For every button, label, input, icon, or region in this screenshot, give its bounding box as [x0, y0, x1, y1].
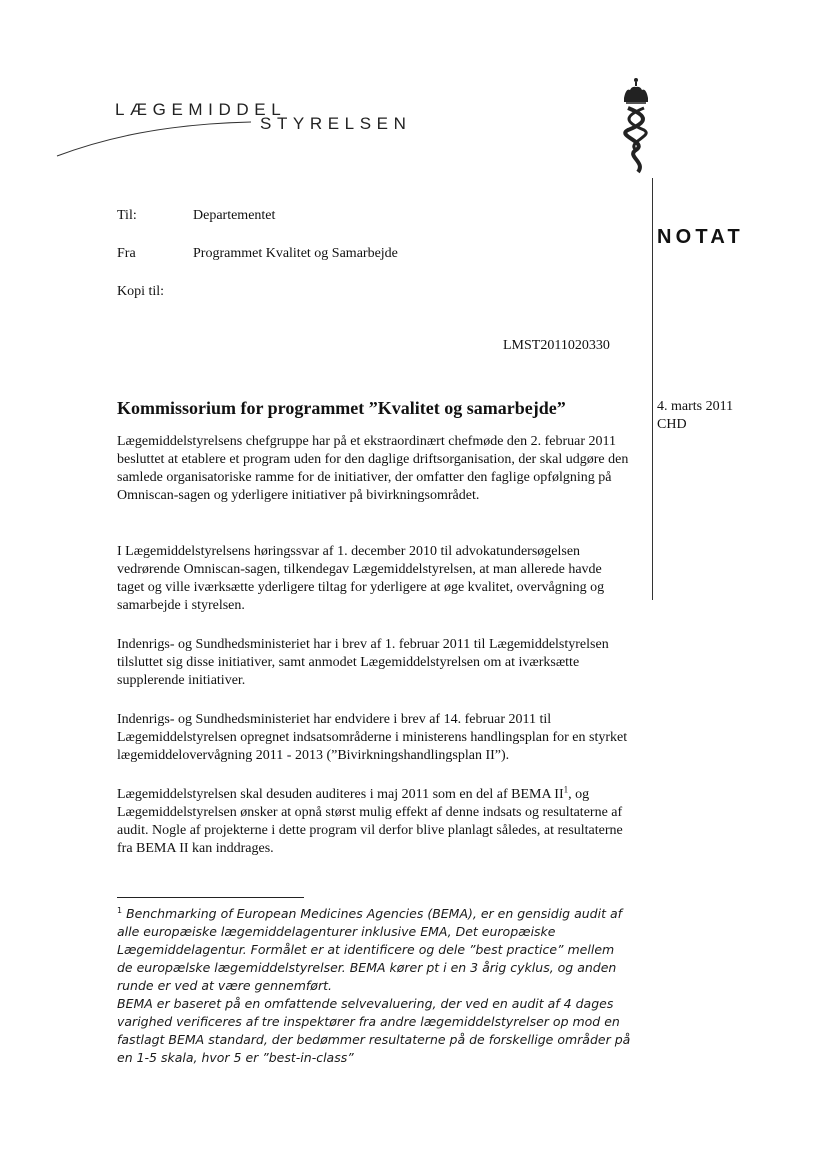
- date-block: [657, 398, 733, 434]
- cc-label: Kopi til:: [117, 284, 165, 299]
- document-type: NOTAT: [657, 226, 744, 248]
- margin-rule: [652, 178, 653, 600]
- reference-number: LMST2011020330: [503, 338, 610, 353]
- crown-emblem-icon: [618, 76, 654, 180]
- logo-text-line2: STYRELSEN: [260, 114, 412, 133]
- footnote-text-2: BEMA er baseret på en omfattende selvevaluering, der ved en audit af 4 dages varighed verificeres af tre inspektører fra andre lægemiddelstyrelser op mod en fastlagt BEMA standard, der bedømmer resultaterne på de forskellige områder på en 1-5 skala, hvor 5 er ”best-in-class”: [117, 996, 631, 1065]
- paragraph-2: I Lægemiddelstyrelsens høringssvar af 1. december 2010 til advokatundersøgelsen vedrørende Omniscan-sagen, tilkendegav Lægemiddelstyrelsen, at man allerede havde taget og ville iværksætte yderligere tiltag for yderligere at øge kvalitet, overvågning og samarbejde i styrelsen.: [117, 544, 605, 613]
- to-value: Departementet: [193, 208, 276, 223]
- from-value: Programmet Kvalitet og Samarbejde: [193, 246, 398, 261]
- paragraph-5: [117, 786, 632, 858]
- paragraph-3: Indenrigs- og Sundhedsministeriet har i brev af 1. februar 2011 til Lægemiddelstyrelsen tilsluttet sig disse initiativer, samt anmodet Lægemiddelstyrelsen om at iværksætte supplerende initiativer.: [117, 637, 609, 688]
- footnote-text-1: Benchmarking of European Medicines Agencies (BEMA), er en gensidig audit af alle europæiske lægemiddelagenturer inklusive EMA, Det europæiske Lægemiddelagentur. Formålet er at identificere og dele ”best practice” mellem de europælske lægemiddelstyrelser. BEMA kører pt i en 3 årig cyklus, og anden runde er ved at være gennemført.: [117, 906, 623, 993]
- from-label: Fra: [117, 246, 136, 261]
- paragraph-5-start: Lægemiddelstyrelsen skal desuden auditeres i maj 2011 som en del af BEMA II: [117, 787, 564, 802]
- paragraph-4: Indenrigs- og Sundhedsministeriet har endvidere i brev af 14. februar 2011 til Lægemiddelstyrelsen opregnet indsatsområderne i ministerens handlingsplan for en styrket lægemiddelovervågning 2011 - 2013 (”Bivirkningshandlingsplan II”).: [117, 712, 628, 763]
- paragraph-1: Lægemiddelstyrelsens chefgruppe har på et ekstraordinært chefmøde den 2. februar 2011 besluttet at etablere et program uden for den daglige driftsorganisation, der skal udgøre den samlede organisatoriske ramme for de initiativer, der omfatter den faglige opfølgning på Omniscan-sagen og yderligere initiativer på bivirkningsområdet.: [117, 434, 629, 503]
- initials: CHD: [657, 417, 687, 432]
- logo-text-line1: LÆGEMIDDEL: [115, 100, 287, 119]
- footnote-mark: 1: [117, 905, 123, 915]
- paragraph-5-end: , og Lægemiddelstyrelsen ønsker at opnå størst mulig effekt af denne indsats og resultaterne af audit. Nogle af projekterne i dette program vil derfor blive planlagt således, at resultaterne fra BEMA II kan inddrages.: [117, 787, 623, 856]
- footnote-separator: [117, 897, 304, 898]
- footnote: [117, 905, 632, 1067]
- to-label: Til:: [117, 208, 137, 223]
- document-title: Kommissorium for programmet ”Kvalitet og samarbejde”: [117, 398, 566, 418]
- footnote-reference[interactable]: 1: [563, 784, 569, 795]
- date: 4. marts 2011: [657, 399, 734, 414]
